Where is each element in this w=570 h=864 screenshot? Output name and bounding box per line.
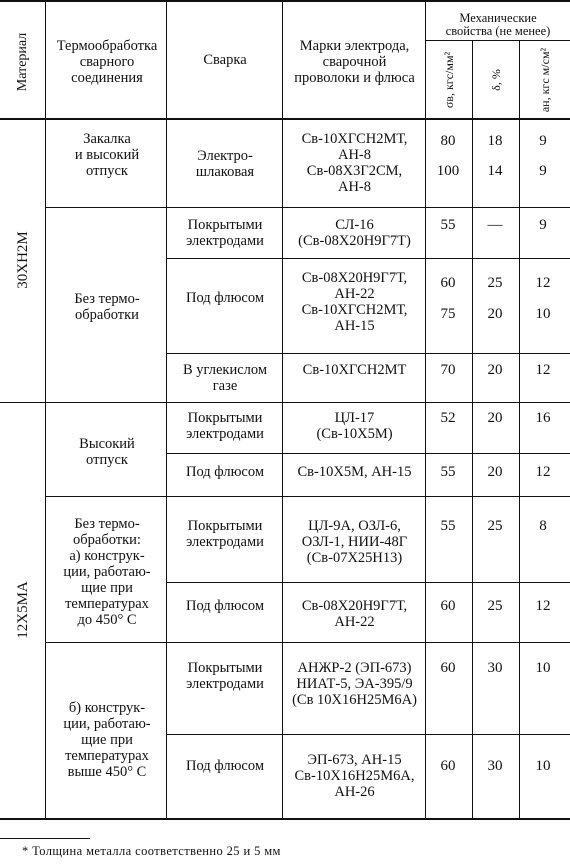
col-line-electrode: [425, 0, 426, 820]
rule-mech-header: [425, 40, 570, 41]
cell-sigma: 60: [440, 598, 456, 614]
cell-delta: 30: [487, 660, 503, 676]
cell-an: 8: [539, 518, 547, 534]
cell-delta: 18: [487, 133, 503, 149]
col-line-material: [45, 0, 46, 820]
header-mech: Механические свойства (не менее): [445, 11, 551, 38]
cell-sigma: 100: [436, 163, 460, 179]
material-2: 12Х5МА: [15, 581, 31, 639]
cell-an: 12: [535, 598, 551, 614]
cell-an: 16: [535, 410, 551, 426]
row-electrode: Св-10ХГСН2МТ: [302, 362, 407, 378]
cell-sigma: 60: [440, 660, 456, 676]
row-weld: Покрытыми электродами: [186, 660, 264, 692]
row-weld: Электро- шлаковая: [195, 148, 255, 180]
cell-delta: —: [487, 217, 503, 233]
row-weld: Под флюсом: [186, 598, 264, 614]
cell-an: 10: [535, 306, 551, 322]
footnote: * Толщина металла соответственно 25 и 5 мм: [22, 844, 281, 858]
row-heat: Высокий отпуск: [79, 436, 135, 468]
row-electrode: Св-10Х5М, АН-15: [297, 464, 412, 480]
cell-an: 12: [535, 362, 551, 378]
row-weld: Покрытыми электродами: [186, 217, 264, 249]
cell-sigma: 55: [440, 464, 456, 480]
row-weld: Под флюсом: [186, 290, 264, 306]
col-line-weld: [282, 0, 283, 820]
rule-row7: [166, 582, 570, 583]
row-electrode: ЦЛ-17 (Св-10Х5М): [316, 410, 393, 442]
row-electrode: ЭП-673, АН-15 Св-10Х16Н25М6А, АН-26: [294, 752, 415, 800]
rule-header-bottom: [0, 118, 570, 120]
rule-top: [0, 0, 570, 2]
header-heat: Термообработка сварного соединения: [56, 38, 158, 86]
cell-an: 12: [535, 275, 551, 291]
cell-an: 9: [539, 163, 547, 179]
row-weld: Покрытыми электродами: [186, 518, 264, 550]
footnote-rule: [0, 838, 90, 839]
cell-an: 10: [535, 758, 551, 774]
row-electrode: Св-10ХГСН2МТ, АН-8 Св-08Х3Г2СМ, АН-8: [301, 131, 408, 195]
row-weld: Под флюсом: [186, 464, 264, 480]
cell-sigma: 70: [440, 362, 456, 378]
header-an: aн, кгс м/см²: [538, 47, 552, 113]
col-line-delta: [519, 40, 520, 820]
cell-sigma: 75: [440, 306, 456, 322]
header-electrode: Марки электрода, сварочной проволоки и флюса: [294, 38, 415, 86]
rule-material-split: [0, 402, 570, 403]
rule-row5: [166, 453, 570, 454]
cell-delta: 25: [487, 275, 503, 291]
cell-delta: 20: [487, 306, 503, 322]
row-electrode: АНЖР-2 (ЭП-673) НИАТ-5, ЭА-395/9 (Св 10Х16Н25М6А): [292, 660, 417, 708]
cell-sigma: 60: [440, 275, 456, 291]
rule-row9: [166, 734, 570, 735]
rule-row8: [45, 642, 570, 643]
cell-delta: 20: [487, 464, 503, 480]
row-heat: Без термо- обработки: а) конструк- ции, работаю- щие при температурах до 450° С: [63, 516, 151, 628]
cell-delta: 25: [487, 598, 503, 614]
cell-delta: 25: [487, 518, 503, 534]
cell-an: 9: [539, 133, 547, 149]
header-material: Материал: [15, 32, 30, 92]
cell-delta: 20: [487, 362, 503, 378]
row-electrode: СЛ-16 (Св-08Х20Н9Г7Т): [298, 217, 411, 249]
header-sigma: σв, кгс/мм²: [442, 51, 456, 109]
cell-delta: 30: [487, 758, 503, 774]
rule-row6: [45, 496, 570, 497]
row-electrode: Св-08Х20Н9Г7Т, АН-22 Св-10ХГСН2МТ, АН-15: [301, 270, 408, 334]
header-delta: δ, %: [489, 69, 503, 91]
row-heat: б) конструк- ции, работаю- щие при температурах выше 450° С: [63, 700, 151, 780]
row-weld: Под флюсом: [186, 758, 264, 774]
cell-delta: 14: [487, 163, 503, 179]
col-line-sigma: [472, 40, 473, 820]
row-electrode: ЦЛ-9А, ОЗЛ-6, ОЗЛ-1, НИИ-48Г (Св-07Х25Н13): [301, 518, 408, 566]
cell-sigma: 60: [440, 758, 456, 774]
row-heat: Без термо- обработки: [74, 291, 140, 323]
col-line-heat: [166, 0, 167, 820]
cell-an: 10: [535, 660, 551, 676]
row-weld: Покрытыми электродами: [186, 410, 264, 442]
row-heat: Закалка и высокий отпуск: [74, 131, 140, 179]
rule-row2: [166, 258, 570, 259]
row-electrode: Св-08Х20Н9Г7Т, АН-22: [301, 598, 408, 630]
cell-sigma: 55: [440, 518, 456, 534]
header-welding: Сварка: [203, 52, 247, 68]
rule-row1: [45, 207, 570, 208]
rule-bottom: [0, 818, 570, 820]
row-weld: В углекислом газе: [182, 362, 268, 394]
cell-sigma: 52: [440, 410, 456, 426]
material-1: 30ХН2М: [15, 231, 31, 289]
cell-sigma: 80: [440, 133, 456, 149]
rule-row3: [166, 353, 570, 354]
cell-an: 12: [535, 464, 551, 480]
cell-an: 9: [539, 217, 547, 233]
cell-delta: 20: [487, 410, 503, 426]
cell-sigma: 55: [440, 217, 456, 233]
